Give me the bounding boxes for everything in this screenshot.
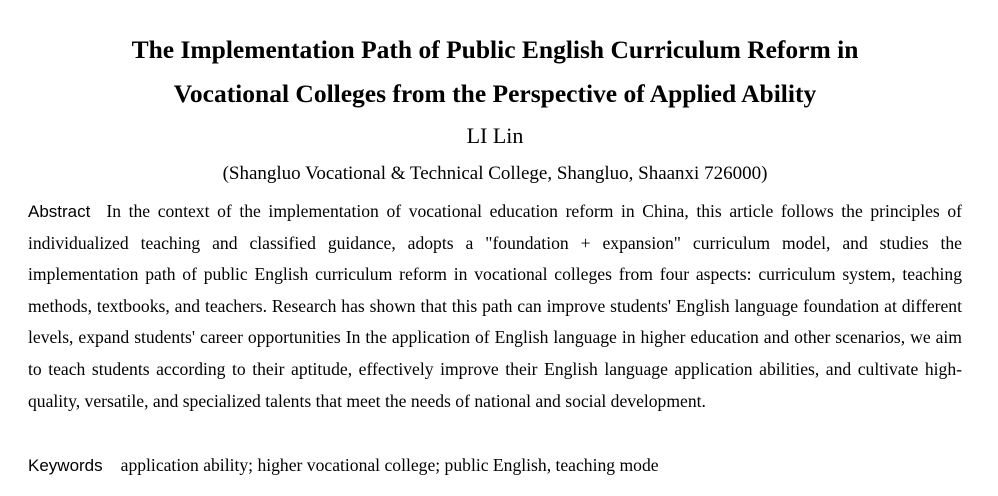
paper-title-line-1: The Implementation Path of Public English Curriculum Reform in [131, 35, 859, 64]
paper-title-line-2: Vocational Colleges from the Perspective of Applied Ability [173, 79, 817, 108]
abstract-text: In the context of the implementation of vocational education reform in China, this article follows the principles of individualized teaching and classified guidance, adopts a "foundation + expansion" curriculum model, and studies the implementation path of public English curriculum reform in vocational colleges from four aspects: curriculum system, teaching methods, textbooks, and teachers. Research has shown that this path can improve students' English language foundation at different levels, expand students' career opportunities In the application of English language in higher education and other scenarios, we aim to teach students according to their aptitude, effectively improve their English language application abilities, and cultivate high-quality, versatile, and specialized talents that meet the needs of national and social development. [28, 201, 962, 411]
paper-title [0, 28, 990, 116]
keywords-text: application ability; higher vocational college; public English, teaching mode [120, 455, 659, 475]
abstract-section [28, 196, 962, 417]
author-affiliation: (Shangluo Vocational & Technical College, Shangluo, Shaanxi 726000) [222, 163, 768, 184]
author-name: LI Lin [466, 123, 524, 148]
abstract-label: Abstract [28, 202, 91, 221]
keywords-label: Keywords [28, 456, 103, 475]
keywords-section [28, 451, 962, 480]
